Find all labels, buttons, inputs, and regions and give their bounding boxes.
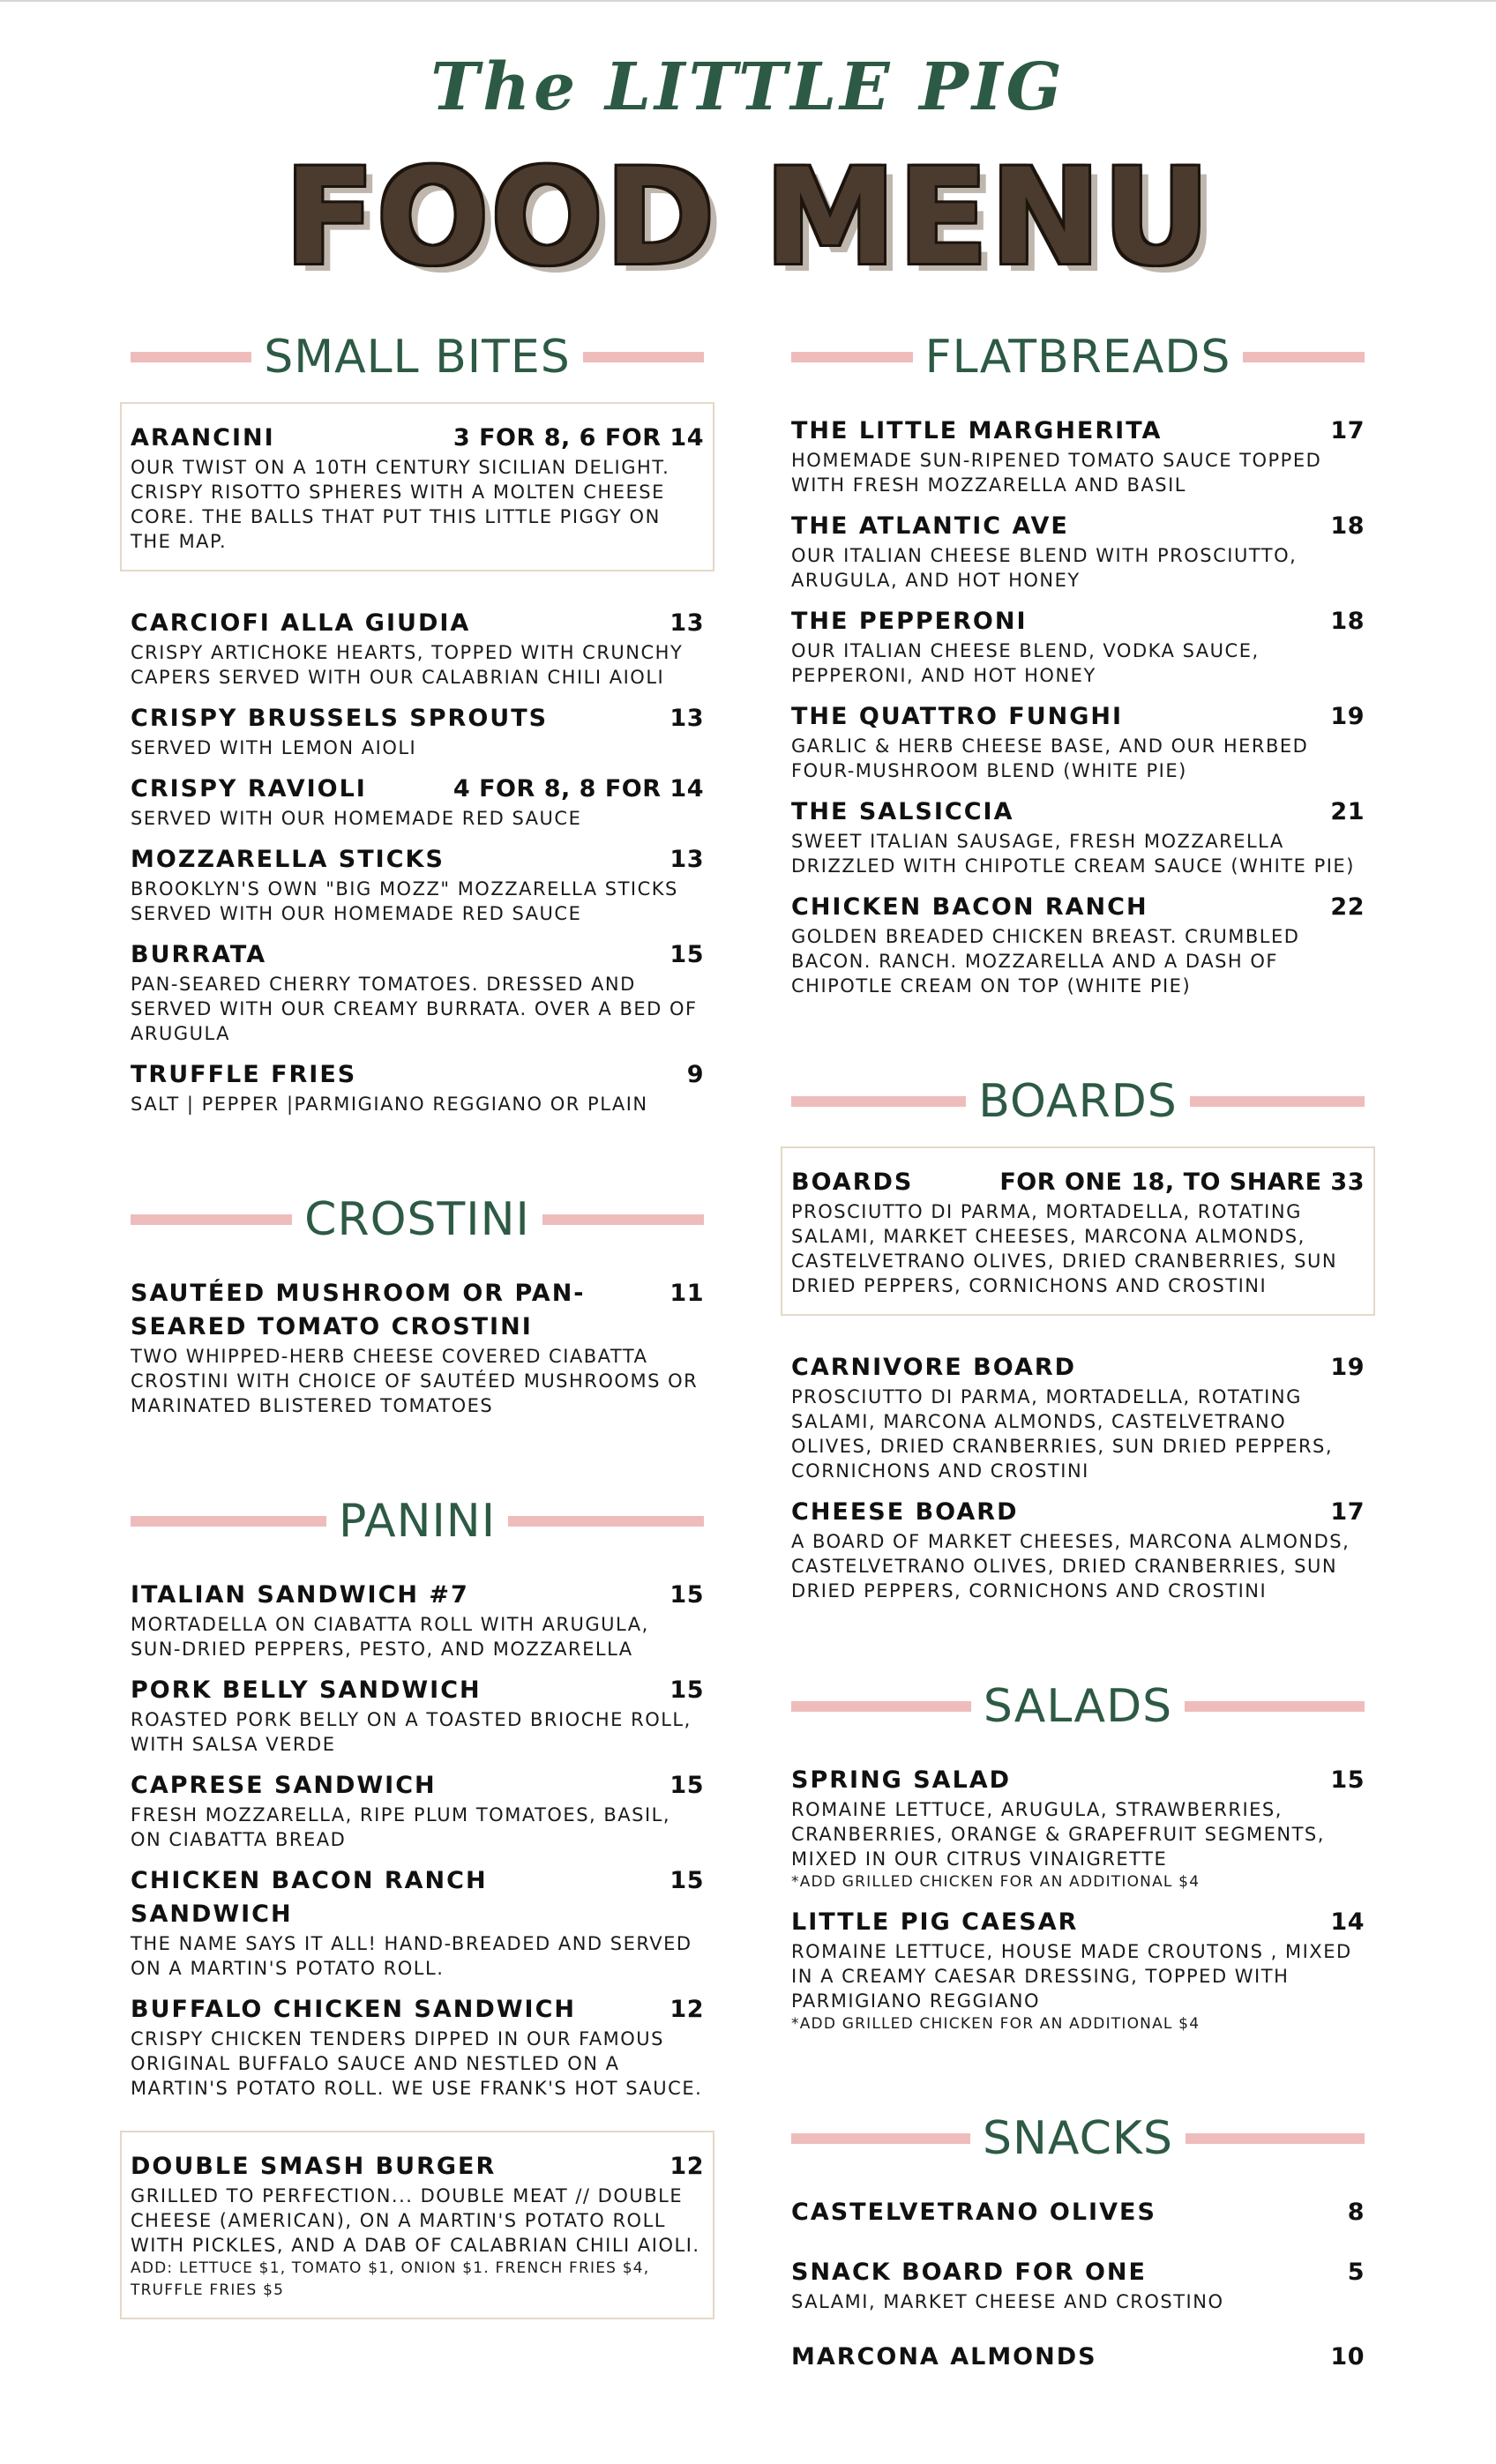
- divider-bar: [791, 2133, 970, 2144]
- item-description: HOMEMADE SUN-RIPENED TOMATO SAUCE TOPPED WITH FRESH MOZZARELLA AND BASIL: [791, 450, 1322, 496]
- divider-bar: [131, 352, 251, 362]
- item-header: [131, 1058, 704, 1092]
- item-header: [131, 1579, 704, 1612]
- item-header: [131, 773, 704, 806]
- menu-item: [131, 702, 704, 760]
- menu-item: [791, 2196, 1365, 2229]
- section-snacks: [791, 2099, 1365, 2374]
- item-description: ROMAINE LETTUCE, HOUSE MADE CROUTONS , MIXED IN A CREAMY CAESAR DRESSING, TOPPED WITH PARMIGIANO REGGIANO: [791, 1941, 1352, 2012]
- menu-item: [131, 1058, 704, 1116]
- item-name: PORK BELLY SANDWICH: [131, 1676, 482, 1704]
- item-name: CAPRESE SANDWICH: [131, 1772, 437, 1799]
- item-description: SERVED WITH LEMON AIOLI: [131, 737, 417, 758]
- item-description: SALT | PEPPER |PARMIGIANO REGGIANO OR PLAIN: [131, 1094, 648, 1115]
- item-price: 15: [669, 1772, 704, 1799]
- item-header: [791, 1764, 1365, 1797]
- item-name: CARNIVORE BOARD: [791, 1354, 1077, 1381]
- left-column: [131, 317, 704, 2355]
- section-header-flatbreads: [791, 317, 1365, 397]
- item-name: THE QUATTRO FUNGHI: [791, 703, 1124, 730]
- section-header-boards: [791, 1062, 1365, 1141]
- item-name: CHEESE BOARD: [791, 1498, 1019, 1526]
- section-flatbreads: [791, 317, 1365, 998]
- item-name: CHICKEN BACON RANCH SANDWICH: [131, 1867, 488, 1928]
- menu-item: [791, 700, 1365, 783]
- menu-item: [791, 2256, 1365, 2314]
- top-border-line: [0, 0, 1496, 2]
- divider-bar: [791, 1701, 971, 1712]
- item-header: [791, 414, 1365, 448]
- item-description: BROOKLYN'S OWN "BIG MOZZ" MOZZARELLA STICKS SERVED WITH OUR HOMEMADE RED SAUCE: [131, 878, 678, 924]
- menu-item: [791, 891, 1365, 998]
- menu-item: [131, 1579, 704, 1661]
- item-price: 15: [669, 1581, 704, 1609]
- item-header: [131, 422, 704, 455]
- item-name: CASTELVETRANO OLIVES: [791, 2199, 1156, 2226]
- divider-bar: [791, 1096, 966, 1107]
- section-title: SALADS: [983, 1680, 1173, 1733]
- item-header: [791, 2256, 1365, 2289]
- section-items: [791, 397, 1365, 998]
- item-header: [791, 605, 1365, 638]
- item-price: 19: [1330, 703, 1365, 730]
- item-header: [791, 1166, 1365, 1199]
- item-price: 15: [669, 1676, 704, 1704]
- item-name: LITTLE PIG CAESAR: [791, 1908, 1079, 1936]
- item-price: 22: [1330, 893, 1365, 921]
- item-description: PROSCIUTTO DI PARMA, MORTADELLA, ROTATING SALAMI, MARKET CHEESES, MARCONA ALMONDS, CASTELVETRANO OLIVES, DRIED CRANBERRIES, SUN DRIED PEPPERS, CORNICHONS AND CROSTINI: [791, 1201, 1338, 1296]
- restaurant-logo: The LITTLE PIG: [430, 49, 1066, 125]
- item-price: 10: [1330, 2343, 1365, 2371]
- item-header: [791, 2196, 1365, 2229]
- item-description: SWEET ITALIAN SAUSAGE, FRESH MOZZARELLA DRIZZLED WITH CHIPOTLE CREAM SAUCE (WHITE PIE): [791, 831, 1355, 877]
- item-price: 13: [669, 705, 704, 732]
- item-header: [791, 700, 1365, 734]
- item-description: SERVED WITH OUR HOMEMADE RED SAUCE: [131, 808, 582, 829]
- menu-item: [131, 1864, 704, 1981]
- item-header: [791, 510, 1365, 543]
- menu-item: [131, 1993, 704, 2101]
- item-header: [791, 795, 1365, 829]
- section-title: FLATBREADS: [924, 331, 1231, 384]
- item-header: [131, 702, 704, 735]
- item-header: [131, 1993, 704, 2027]
- menu-item: [791, 414, 1365, 497]
- section-items: [131, 1259, 704, 1418]
- menu-item: [791, 795, 1365, 878]
- item-description: THE NAME SAYS IT ALL! HAND-BREADED AND SERVED ON A MARTIN'S POTATO ROLL.: [131, 1933, 692, 1979]
- section-spacer: [791, 1011, 1365, 1062]
- item-price: 14: [1330, 1908, 1365, 1936]
- section-items: [131, 1561, 704, 2101]
- item-description: MORTADELLA ON CIABATTA ROLL WITH ARUGULA, SUN-DRIED PEPPERS, PESTO, AND MOZZARELLA: [131, 1614, 649, 1660]
- menu-item: [131, 843, 704, 926]
- section-panini: [131, 1482, 704, 2319]
- item-name: THE SALSICCIA: [791, 798, 1014, 825]
- section-spacer: [791, 1616, 1365, 1667]
- menu-item: [131, 773, 704, 831]
- item-description: FRESH MOZZARELLA, RIPE PLUM TOMATOES, BASIL, ON CIABATTA BREAD: [131, 1804, 671, 1850]
- item-name: TRUFFLE FRIES: [131, 1061, 357, 1088]
- section-crostini: [131, 1180, 704, 1418]
- item-name: THE LITTLE MARGHERITA: [791, 417, 1163, 444]
- divider-bar: [791, 352, 913, 362]
- item-price: 18: [1330, 512, 1365, 540]
- item-name: THE ATLANTIC AVE: [791, 512, 1069, 540]
- section-title: BOARDS: [978, 1075, 1178, 1128]
- item-name: CARCIOFI ALLA GIUDIA: [131, 609, 471, 637]
- section-spacer: [131, 1430, 704, 1482]
- item-header: [131, 1864, 704, 1931]
- item-note: *ADD GRILLED CHICKEN FOR AN ADDITIONAL $4: [791, 1873, 1201, 1891]
- item-name: ITALIAN SANDWICH #7: [131, 1581, 469, 1609]
- menu-item: [131, 1769, 704, 1852]
- item-name: THE PEPPERONI: [791, 608, 1028, 635]
- menu-item: [791, 1764, 1365, 1893]
- item-price: 12: [669, 2153, 704, 2180]
- item-description: CRISPY ARTICHOKE HEARTS, TOPPED WITH CRUNCHY CAPERS SERVED WITH OUR CALABRIAN CHILI AIOLI: [131, 642, 684, 688]
- item-price: 15: [669, 1867, 704, 1894]
- item-name: SPRING SALAD: [791, 1766, 1012, 1794]
- item-price: 4 FOR 8, 8 FOR 14: [453, 775, 704, 803]
- item-note: ADD: LETTUCE $1, TOMATO $1, ONION $1. FRENCH FRIES $4, TRUFFLE FRIES $5: [131, 2259, 650, 2299]
- item-description: TWO WHIPPED-HERB CHEESE COVERED CIABATTA CROSTINI WITH CHOICE OF SAUTÉED MUSHROOMS OR MARINATED BLISTERED TOMATOES: [131, 1346, 699, 1416]
- item-price: 12: [669, 1996, 704, 2023]
- item-header: [131, 607, 704, 640]
- right-column: [791, 317, 1365, 2386]
- section-small-bites: [131, 317, 704, 1116]
- item-header: [791, 1496, 1365, 1529]
- item-description: ROMAINE LETTUCE, ARUGULA, STRAWBERRIES, CRANBERRIES, ORANGE & GRAPEFRUIT SEGMENTS, MIXED IN OUR CITRUS VINAIGRETTE: [791, 1799, 1325, 1870]
- item-name: BURRATA: [131, 941, 267, 968]
- divider-bar: [1185, 1701, 1365, 1712]
- item-description: GOLDEN BREADED CHICKEN BREAST. CRUMBLED BACON. RANCH. MOZZARELLA AND A DASH OF CHIPOTLE CREAM ON TOP (WHITE PIE): [791, 926, 1300, 997]
- item-price: 5: [1347, 2259, 1365, 2286]
- item-header: [791, 2341, 1365, 2374]
- divider-bar: [542, 1214, 704, 1225]
- menu-item: [131, 1277, 704, 1418]
- section-items: [791, 1746, 1365, 2035]
- item-description: OUR ITALIAN CHEESE BLEND WITH PROSCIUTTO, ARUGULA, AND HOT HONEY: [791, 545, 1298, 591]
- divider-bar: [131, 1516, 326, 1527]
- divider-bar: [1190, 1096, 1365, 1107]
- menu-item: [131, 607, 704, 690]
- section-spacer: [791, 2048, 1365, 2099]
- item-price: FOR ONE 18, TO SHARE 33: [999, 1169, 1365, 1196]
- menu-title: FOOD MENU: [284, 141, 1212, 295]
- item-name: SNACK BOARD FOR ONE: [791, 2259, 1147, 2286]
- item-header: [131, 1769, 704, 1803]
- divider-bar: [583, 352, 704, 362]
- item-description: GRILLED TO PERFECTION... DOUBLE MEAT // DOUBLE CHEESE (AMERICAN), ON A MARTIN'S POTATO ROLL WITH PICKLES, AND A DAB OF CALABRIAN CHILI AIOLI.: [131, 2185, 700, 2256]
- item-header: [791, 1351, 1365, 1385]
- item-description: SALAMI, MARKET CHEESE AND CROSTINO: [791, 2291, 1224, 2312]
- section-title: SNACKS: [983, 2112, 1173, 2165]
- section-boards: [791, 1062, 1365, 1603]
- menu-item: [791, 1351, 1365, 1483]
- item-price: 8: [1347, 2199, 1365, 2226]
- item-header: [791, 891, 1365, 924]
- featured-item-box: [120, 2131, 714, 2319]
- item-description: A BOARD OF MARKET CHEESES, MARCONA ALMONDS, CASTELVETRANO OLIVES, DRIED CRANBERRIES, SUN DRIED PEPPERS, CORNICHONS AND CROSTINI: [791, 1531, 1350, 1602]
- item-header: [131, 843, 704, 877]
- menu-item: [791, 2341, 1365, 2374]
- section-spacer: [131, 1129, 704, 1180]
- item-header: [131, 938, 704, 972]
- item-description: GARLIC & HERB CHEESE BASE, AND OUR HERBED FOUR-MUSHROOM BLEND (WHITE PIE): [791, 735, 1309, 781]
- item-header: [131, 1674, 704, 1707]
- item-price: 3 FOR 8, 6 FOR 14: [453, 424, 704, 452]
- divider-bar: [131, 1214, 292, 1225]
- item-price: 18: [1330, 608, 1365, 635]
- divider-bar: [508, 1516, 704, 1527]
- item-name: MOZZARELLA STICKS: [131, 846, 445, 873]
- section-salads: [791, 1667, 1365, 2035]
- section-title: SMALL BITES: [264, 331, 571, 384]
- item-price: 11: [669, 1280, 704, 1307]
- menu-item: [791, 1496, 1365, 1603]
- item-price: 13: [669, 609, 704, 637]
- item-description: PAN-SEARED CHERRY TOMATOES. DRESSED AND SERVED WITH OUR CREAMY BURRATA. OVER A BED OF ARUGULA: [131, 974, 698, 1044]
- featured-item-box: [781, 1146, 1375, 1316]
- section-title: CROSTINI: [304, 1193, 530, 1246]
- item-price: 17: [1330, 1498, 1365, 1526]
- item-note: *ADD GRILLED CHICKEN FOR AN ADDITIONAL $4: [791, 2015, 1201, 2033]
- menu-item: [131, 1674, 704, 1757]
- item-price: 13: [669, 846, 704, 873]
- item-price: 15: [669, 941, 704, 968]
- item-name: CRISPY BRUSSELS SPROUTS: [131, 705, 549, 732]
- item-name: CHICKEN BACON RANCH: [791, 893, 1148, 921]
- item-header: [131, 2150, 704, 2184]
- divider-bar: [1186, 2133, 1365, 2144]
- section-header-panini: [131, 1482, 704, 1561]
- item-name: CRISPY RAVIOLI: [131, 775, 367, 803]
- menu-item: [791, 510, 1365, 593]
- item-description: CRISPY CHICKEN TENDERS DIPPED IN OUR FAMOUS ORIGINAL BUFFALO SAUCE AND NESTLED ON A MARTIN'S POTATO ROLL. WE USE FRANK'S HOT SAUCE.: [131, 2028, 703, 2099]
- item-header: [791, 1906, 1365, 1939]
- menu-item: [791, 1906, 1365, 2035]
- item-price: 15: [1330, 1766, 1365, 1794]
- featured-item-box: [120, 402, 714, 571]
- item-name: SAUTÉED MUSHROOM OR PAN-SEARED TOMATO CROSTINI: [131, 1280, 586, 1340]
- item-description: OUR ITALIAN CHEESE BLEND, VODKA SAUCE, PEPPERONI, AND HOT HONEY: [791, 640, 1260, 686]
- item-price: 17: [1330, 417, 1365, 444]
- item-name: BUFFALO CHICKEN SANDWICH: [131, 1996, 577, 2023]
- section-header-crostini: [131, 1180, 704, 1259]
- section-title: PANINI: [338, 1495, 497, 1548]
- item-description: OUR TWIST ON A 10TH CENTURY SICILIAN DELIGHT. CRISPY RISOTTO SPHERES WITH A MOLTEN CHEESE CORE. THE BALLS THAT PUT THIS LITTLE PIGGY ON THE MAP.: [131, 457, 670, 552]
- item-description: PROSCIUTTO DI PARMA, MORTADELLA, ROTATING SALAMI, MARCONA ALMONDS, CASTELVETRANO OLIVES, DRIED CRANBERRIES, SUN DRIED PEPPERS, CORNICHONS AND CROSTINI: [791, 1386, 1334, 1482]
- item-name: ARANCINI: [131, 424, 275, 452]
- divider-bar: [1243, 352, 1365, 362]
- item-name: MARCONA ALMONDS: [791, 2343, 1097, 2371]
- menu-item: [791, 605, 1365, 688]
- item-price: 9: [686, 1061, 704, 1088]
- section-header-snacks: [791, 2099, 1365, 2178]
- section-items: [791, 2178, 1365, 2374]
- item-header: [131, 1277, 704, 1344]
- item-description: ROASTED PORK BELLY ON A TOASTED BRIOCHE ROLL, WITH SALSA VERDE: [131, 1709, 692, 1755]
- item-price: 19: [1330, 1354, 1365, 1381]
- item-price: 21: [1330, 798, 1365, 825]
- item-name: BOARDS: [791, 1169, 914, 1196]
- section-header-salads: [791, 1667, 1365, 1746]
- section-header-small-bites: [131, 317, 704, 397]
- menu-item: [131, 938, 704, 1046]
- item-name: DOUBLE SMASH BURGER: [131, 2153, 497, 2180]
